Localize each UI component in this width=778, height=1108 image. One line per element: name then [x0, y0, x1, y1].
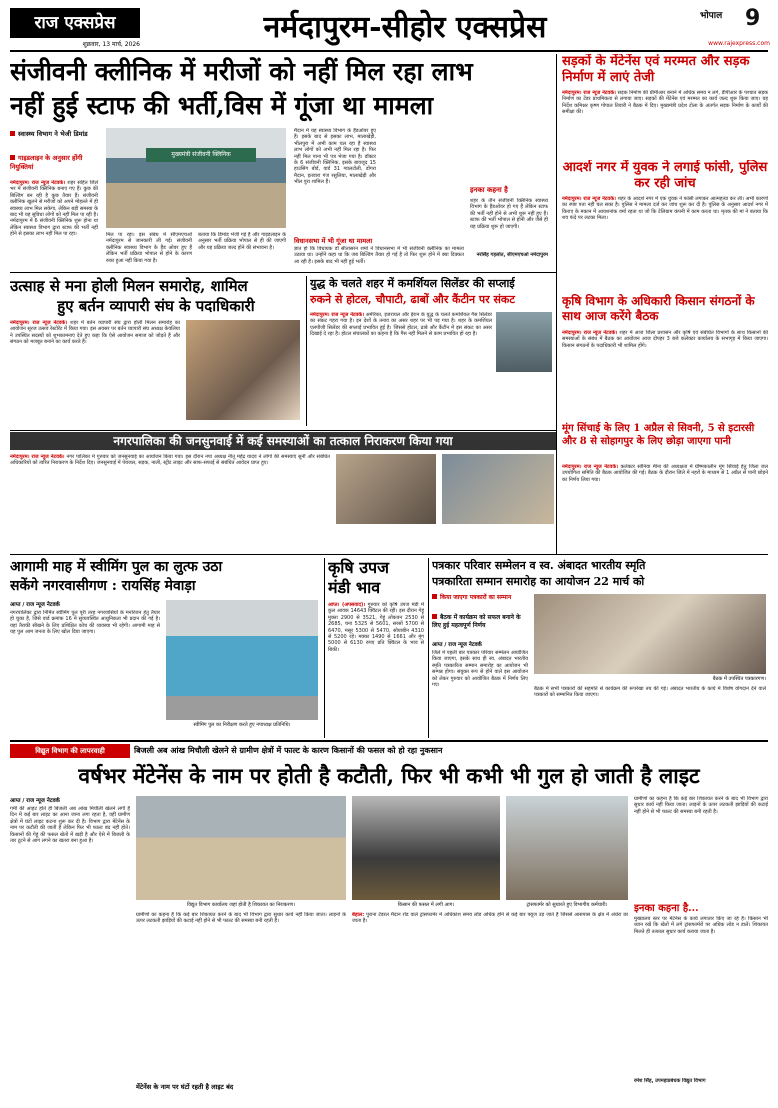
story-body: मैदान में यह स्वास्थ्य विभाग के हैंडओवर हुए हैं। इसके बाद से इसका लाभ, मालाखेड़ी, भीलपुरा में अभी काम चल रहा है स्वास्थ्य लाभ लोगों को अभी नहीं मिल रहा है। फिर नहीं मिल पाना भी पत्र भेजा गया है। डॉक्टर के 6 संजीवनी क्लिनिक, इसके बावजूद 15 हाउसिंग बोर्ड, वार्ड 31 ग्वालटोली, डोंगरा मैदान, इतवारा गंज रसुलिया, मालाखेड़ी और भील पुरा शामिल हैं।: [294, 128, 376, 186]
photo-caption: स्वीमिंग पुल का निरीक्षण करते हुए नपाध्यक्ष प्रतिनिधि।: [193, 722, 291, 728]
story-irrigation: [562, 422, 768, 554]
story-body: नर्मदापुरम। राज न्यूज नेटवर्क। सड़क निर्माण की प्रीमीआर बनाने में अधिक समय न लगे, डीपीआर के पश्चात सड़क निर्माण का टेंडर प्राथमिकता से लगाया जाए। सड़कों की मेंटेनेंस एवं मरम्मत का कार्य जल्द शुरू किया जाए। यह निर्देश कमिश्नर कृष्ण गोपाल तिवारी ने बैठक में दिए। मुख्यमंत्री प्रदेश टोला के अंतर्गत सड़क निर्माण के कार्यों की समीक्षा की।: [562, 90, 768, 116]
story-body: ग्रामीणों का कहना है कि कई बार शिकायत करने के बाद भी विभाग द्वारा सुधार कार्य नहीं किया जाता। लाइनों के ऊपर लटकती झाड़ियों की कटाई नहीं होने से भी फाल्ट की समस्या बनी रहती है।: [634, 796, 768, 815]
photo-caption: ट्रांसफार्मर को सुधारते हुए विभागीय कर्मचारी।: [526, 902, 608, 908]
story-body: नर्मदापुरम। राज न्यूज नेटवर्क। नगर पालिका में गुरुवार को जनसुनवाई का आयोजन किया गया। इस दौरान नपा अध्यक्ष नीतू महेंद्र यादव ने लोगों की समस्याएं सुनीं और संबंधित अधिकारियों को त्वरित निराकरण के निर्देश दिए। जनसुनवाई में पेयजल, सड़क, नाली, स्ट्रीट लाइट और साफ-सफाई से संबंधित आवेदन प्राप्त हुए।: [10, 454, 330, 467]
story-body: नर्मदापुरम। राज न्यूज नेटवर्क। शहर के आदर्श नगर में एक युवक ने फांसी लगाकर आत्महत्या कर ली। अभी कारणों का स्पष्ट पता नहीं चल सका है। पुलिस ने मामला दर्ज कर जांच शुरू कर दी है। पुलिस के अनुसार आदर्श नगर में किराए के मकान में आयशनांक वर्मा रहता था जो कि टेलिग्राम कंपनी में काम करता था। मृतक की मां ने बताया कि शव फंदे पर लटका मिला।: [562, 196, 768, 222]
story-power-cuts: [10, 744, 768, 1104]
holi-photo: [186, 320, 300, 420]
signature: रमेश सिंह, उपमहाप्रबंधक विद्युत विभाग: [634, 1078, 706, 1084]
headline: नगरपालिका की जनसुनवाई में कई समस्याओं का तत्काल निराकरण किया गया: [10, 432, 556, 450]
subheading: विधानसभा में भी गूंजा था मामला: [294, 237, 373, 245]
kicker: किया जाएगा पत्रकारों का सम्मान: [432, 594, 528, 602]
story-cylinder-shortage: [310, 276, 552, 426]
story-public-hearing: [10, 432, 556, 552]
story-body: नर्मदापुरम। राज न्यूज नेटवर्क। शहर में आज जिला प्रशासन और कृषि एवं संबंधित विभागों के साथ किसानों की समस्याओं के संबंध में बैठक का आयोजन आज दोपहर 3 बजे कलेक्टर कार्यालय के सभागृह में किया जाएगा। किसान संगठनों के पदाधिकारी भी शामिल होंगे।: [562, 330, 768, 349]
headline-line1: संजीवनी क्लीनिक में मरीजों को नहीं मिल रहा लाभ: [10, 57, 473, 86]
city-name: भोपाल: [700, 11, 723, 21]
story-body: नर्मदापुरम। राज न्यूज नेटवर्क। अमेरिका, इजरायल और ईरान के युद्ध के चलते कमर्शियल गैस सिलेंडर का संकट गहरा गया है। इन देशों के तनाव का असर शहर पर भी पड़ गया है। शहर के कमर्शियल एलपीजी सिलेंडर की सप्लाई प्रभावित हुई है। जिससे होटल, ढाबे और कैंटीन में इस संकट का असर दिखाई दे रहा है। होटल संचालकों का कहना है कि गैस नहीं मिलने से काम प्रभावित हो रहा है।: [310, 312, 492, 338]
pool-photo: [166, 600, 318, 720]
cylinder-photo: [496, 312, 552, 372]
story-body: नर्मदापुरम। राज न्यूज नेटवर्क। शहर सहित जिले भर में संजीवनी क्लिनिक बनाए गए हैं। कुछ की बिल्डिंग बन रही है कुछ तैयार हैं। संजीवनी क्लीनिक खुलने से मरीजों को अपने मोहल्ले में ही स्वास्थ्य लाभ मिल सकेगा, लेकिन बड़ी समस्या के बाद भी यह सुविधा लोगों को नहीं मिल पा रही है। नर्मदापुरम में 6 संजीवनी क्लिनिक शुरू होना था लेकिन स्वास्थ्य विभाग द्वारा स्टाफ की भर्ती नहीं होने से इसका लाभ नहीं मिल पा रहा।: [10, 180, 98, 238]
signature: नरसिंह गहलोत, सीएमएचओ नर्मदापुरम: [476, 252, 548, 258]
story-body: नर्मदापुरम। राज न्यूज नेटवर्क। शहर में बर्तन व्यापारी संघ द्वारा होली मिलन समारोह का आयोजन सूरज उत्सव रेस्टोरेंट में किया गया। इस अवसर पर बर्तन व्यापारी संघ अध्यक्ष केवलिया ने उपस्थित सदस्यों को शुभकामनाएं देते हुए कहा कि ऐसे आयोजन समाज को जोड़ते हैं और संगठन को मजबूत बनाने का कार्य करते हैं।: [10, 320, 180, 346]
story-body: ज्ञात हो कि विधायक डॉ सीतासरन शर्मा ने विधानसभा में भी संजीवनी क्लीनिक का मामला उठाया था। उन्होंने कहा था कि जब बिल्डिंग तैयार हो गई है तो फिर शुरू होने में क्या दिक्कत आ रही है। इसके बाद भी नहीं हुई भर्ती।: [294, 246, 464, 265]
headline-line1: आगामी माह में स्वीमिंग पुल का लुत्फ उठा: [10, 559, 223, 575]
photo-caption: विद्युत विभाग कार्यालय जहां होती है शिकायत का निराकरण।: [186, 902, 296, 908]
story-body: जिले में पहली बार पत्रकार परिवार सम्मेलन आयोजित किया जाएगा, इसके साथ ही स्व. अंबादत भारतीय स्मृति पत्रकारिता सम्मान समारोह का आयोजन भी सम्पन्न होगा। संयुक्त रूप से होने वाले इस आयोजन को लेकर गुरुवार को आयोजित बैठक में निर्णय लिए गए।: [432, 650, 528, 689]
photo-caption: बैठक में उपस्थित पत्रकारगण।: [712, 676, 766, 682]
headline-line2: हुए बर्तन व्यापारी संघ के पदाधिकारी: [57, 297, 255, 315]
page-number: 9: [745, 6, 761, 31]
photo-caption: किसान की फसल में लगी आग।: [397, 902, 455, 908]
story-road-maintenance: [562, 54, 768, 158]
story-body: ग्रामीणों का कहना है कि कई बार शिकायत करने के बाद भी विभाग द्वारा सुधार कार्य नहीं किया जाता। लाइनों के ऊपर लटकती झाड़ियों की कटाई नहीं होने से भी फाल्ट की समस्या बनी रहती है।: [136, 912, 346, 925]
story-suicide: [562, 160, 768, 292]
story-sanjeevani-clinic: [10, 54, 550, 270]
headline: सड़कों के मेंटेनेंस एवं मरम्मत और सड़क निर्माण में लाएं तेजी: [562, 54, 750, 85]
headline-line1: उत्साह से मना होली मिलन समारोह, शामिल: [10, 277, 248, 295]
story-body: गर्मी की आहट होते ही बिजली अब आंख मिचौली खेलने लगी है दिन में कई बार लाइट का आना जाना लगा रहता है, वहीं ग्रामीण क्षेत्रों में घंटों लाइट कटना शुरू कर दी है। विभाग द्वारा मेंटेनेंस के नाम पर कटौती की जाती है लेकिन फिर भी फाल्ट बंद नहीं होते। किसानों की गेहूं की फसल खेतों में खड़ी है और ऐसे में बिजली के तार टूटने से आग लगने का खतरा बना हुआ है।: [10, 806, 130, 845]
hearing-photo: [336, 454, 436, 524]
section-tag: विद्युत विभाग की लापरवाही: [10, 744, 130, 758]
clinic-photo: [106, 128, 286, 228]
headline-line1: कृषि उपज: [328, 558, 389, 577]
headline-line2: नहीं हुई स्टाफ की भर्ती,विस में गूंजा था मामला: [10, 91, 434, 120]
kicker: बैठक में कार्यक्रम को सफल बनाने के लिए हुई महत्वपूर्ण निर्णय: [432, 614, 521, 629]
transformer-photo: [506, 796, 628, 900]
story-body: नर्मदापुरम। राज न्यूज नेटवर्क। कलेक्टर सोनिया मीना की अध्यक्षता में ग्रीष्मकालीन मूंग सिंचाई हेतु जिला जल उपयोगिता समिति की बैठक आयोजित की गई। बैठक के दौरान जिले में नहरों के माध्यम से 1 अप्रैल से पानी छोड़ने का निर्णय लिया गया।: [562, 464, 768, 483]
subheading: इनका कहना है: [470, 186, 508, 194]
paper-name: राज एक्सप्रेस: [10, 8, 140, 38]
byline: आप्त / राज न्यूज नेटवर्क: [432, 642, 482, 648]
story-body: शहर के तीन संजीवनी क्लिनिक स्वास्थ्य विभाग के हैंडओवर हो गए हैं लेकिन स्टाफ की भर्ती नहीं होने से अभी शुरू नहीं हुए हैं। स्टाफ की भर्ती भोपाल से होनी और जैसे ही यह प्रक्रिया शुरू हो जाएगी।: [470, 198, 548, 230]
headline-line1: युद्ध के चलते शहर में कमर्शियल सिलेंडर की सप्लाई: [310, 277, 515, 290]
headline-line2: सकेंगे नगरवासीगण : रायसिंह मेवाड़ा: [10, 578, 196, 594]
story-agri-meeting: [562, 294, 768, 420]
headline-line2: मंडी भाव: [328, 578, 381, 597]
website: www.rajexpress.com: [708, 40, 770, 47]
subtitle: बिजली अब आंख मिचौली खेलने से ग्रामीण क्षेत्रों में फाल्ट के कारण किसानों की फसल को हो रहा नुकसान: [134, 746, 443, 755]
edition-title: नर्मदापुरम-सीहोर एक्सप्रेस: [263, 10, 547, 45]
issue-date: शुक्रवार, 13 मार्च, 2026: [82, 41, 140, 48]
office-photo: [136, 796, 346, 900]
story-mandi-rates: [328, 558, 424, 738]
subheading: इनका कहना है...: [634, 903, 699, 914]
story-body: मिल पा रहा। इस संबंध में सीएमएचओ नर्मदापुरम से जानकारी ली गई। संजीवनी क्लीनिक स्वास्थ्य विभाग के हैंड ओवर हुए हैं लेकिन भर्ती प्रक्रिया भोपाल से होने के कारण रुका हुआ नहीं किया गया है।: [106, 232, 192, 264]
story-holi-milan: [10, 276, 302, 426]
kicker: गाइडलाइन के अनुसार होंगी नियुक्तियां: [10, 154, 83, 171]
headline: आदर्श नगर में युवक ने लगाई फांसी, पुलिस कर रही जांच: [562, 160, 768, 191]
story-body: आप्त। (अपसवाद)। गुरुवार को कृषि उपज मंडी में कुल आवक 14643 क्विंटल की रही। इस दौरान गेहूं मुक्ता 2900 से 3521, गेहूं लोकवन 2530 से 2685, चना 5325 से 5601, सरसों 5700 से 6470, मसूर 5300 से 5470, सोयाबीन 4310 से 5200 रहे। मक्का 1490 से 1661 और मूंग 5000 से 6130 रुपए प्रति क्विंटल के भाव से बिकी।: [328, 602, 424, 653]
story-body: मुख्यालय स्तर पर मेंटेनेंस के कार्य लगातार किए जा रहे हैं। किसान भी ध्यान रखें कि खेतों में लगे ट्रांसफार्मरों पर अधिक लोड न डालें। शिकायत मिलते ही तत्काल सुधार कार्य कराया जाता है।: [634, 916, 768, 935]
story-body: बताया कि डिमांड भेजी गई है और गाइडलाइन के अनुसार भर्ती प्रक्रिया भोपाल से ही की जाएगी और यह प्रक्रिया जल्द होने की संभावना है।: [198, 232, 286, 251]
story-swimming-pool: [10, 558, 320, 738]
story-body: बेहाल: पुराना टेंडरल मैदान रोड वाले ट्रांसफार्मर में अधिकांश समय लोड अधिक होने से कई बार फ्यूज उड़ जाते हैं जिससे आसपास के क्षेत्र में अंधेरा छा जाता है।: [352, 912, 628, 925]
byline: आप्त / राज न्यूज नेटवर्क: [10, 798, 60, 804]
hearing-photo: [442, 454, 554, 524]
headline: मूंग सिंचाई के लिए 1 अप्रैल से सिवनी, 5 से इटारसी और 8 से सोहागपुर के लिए छोड़ा जाएगा पानी: [562, 423, 755, 447]
subheading: मेंटेनेंस के नाम पर घंटों रहती है लाइट बंद: [136, 1083, 234, 1091]
kicker: स्वास्थ्य विभाग ने भेजी डिमांड: [10, 130, 100, 139]
story-body: बैठक में सभी पत्रकारों की सहमति से कार्यक्रम की रूपरेखा तय की गई। अंबादत भारतीय के कार्य में विशेष योगदान देने वाले पत्रकारों को सम्मानित किया जाएगा।: [534, 686, 766, 699]
story-body: नगरपालिका द्वारा निर्मित स्वीमिंग पुल पूरी तरह नगरवासियों के मनोरंजन हेतु तैयार हो चुका है, जिसे वार्ड क्रमांक 16 में सुव्यवस्थित आधुनिकता भी प्रदान की गई है। यहां तैराकी सीखने के लिए प्रशिक्षित कोच की व्यवस्था भी रहेगी। आगामी माह से यह पुल आम जनता के लिए खोल दिया जाएगा।: [10, 610, 160, 636]
story-journalist-conference: [432, 558, 768, 738]
byline: आप्त / राज न्यूज नेटवर्क: [10, 602, 60, 608]
fire-photo: [352, 796, 500, 900]
clinic-signboard: मुख्यमंत्री संजीवनी क्लिनिक: [146, 148, 256, 162]
headline: वर्षभर मेंटेनेंस के नाम पर होती है कटौती, फिर भी कभी भी गुल हो जाती है लाइट: [78, 763, 700, 788]
meeting-photo: [534, 594, 766, 674]
headline-line2: पत्रकारिता सम्मान समारोह का आयोजन 22 मार्च को: [432, 575, 645, 588]
headline-line2: रुकने से होटल, चौपाटी, ढाबों और कैंटीन पर संकट: [310, 293, 515, 306]
headline-line1: पत्रकार परिवार सम्मेलन व स्व. अंबादत भारतीय स्मृति: [432, 559, 646, 572]
headline: कृषि विभाग के अधिकारी किसान संगठनों के साथ आज करेंगे बैठक: [562, 294, 755, 323]
